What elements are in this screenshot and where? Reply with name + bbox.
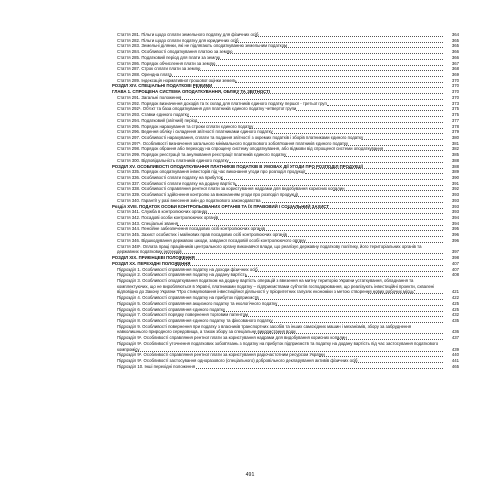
- toc-entry-title: Підрозділ 9. Особливості повернення при податку з власників транспортних засобів та інших самохідних машин і механізмів, збору за забруднення навколишнього природного середовища, а також збору за спеціальне використання води: [117, 323, 412, 335]
- dot-leader: [255, 295, 443, 300]
- dot-leader: [243, 312, 443, 317]
- toc-entry-title: Підрозділ 1. Особливості справляння податку на доходи фізичних осіб: [117, 266, 258, 272]
- toc-page-number: 378: [451, 123, 459, 129]
- toc-page-number: 367: [451, 60, 459, 66]
- toc-page-number: 369: [451, 72, 459, 78]
- toc-page-number: 379: [451, 129, 459, 135]
- toc-entry-title: Стаття 341. Служба в контролюючих органах: [117, 209, 208, 215]
- toc-entry-title: Стаття 284. Особливості оподаткування платою за землю: [117, 49, 233, 55]
- toc-entry-title: Стаття 289. Індексація нормативної грошової оцінки земель: [117, 77, 237, 83]
- toc-entry-title: Стаття 338. Особливості справляння рентної плати за користування надрами для видобування корисних копалин: [117, 186, 345, 192]
- dot-leader: [196, 364, 443, 369]
- dot-leader: [235, 38, 443, 43]
- dot-leader: [354, 358, 443, 363]
- toc-page-number: 370: [451, 77, 459, 83]
- dot-leader: [214, 215, 443, 220]
- dot-leader: [296, 238, 443, 243]
- dot-leader: [198, 118, 443, 123]
- dot-leader: [235, 78, 443, 83]
- dot-leader: [259, 226, 443, 231]
- dot-leader: [188, 112, 443, 117]
- toc-entry-title: Стаття 340. Гарантії у разі внесення змін до податкового законодавства: [117, 197, 261, 203]
- dot-leader: [169, 72, 443, 77]
- dot-leader: [177, 221, 443, 226]
- dot-leader: [210, 61, 443, 66]
- toc-page-number: 391: [451, 180, 459, 186]
- toc-page-number: 381: [451, 140, 459, 146]
- dot-leader: [221, 175, 444, 180]
- toc-entry-title: Стаття 339. Особливості здійснення контролю за виконанням угоди про розподіл продукції: [117, 192, 299, 198]
- toc-page-number: 380: [451, 134, 459, 140]
- dot-leader: [180, 95, 444, 100]
- dot-leader: [282, 43, 443, 48]
- toc-page-number: 389: [451, 169, 459, 175]
- dot-leader: [175, 261, 444, 266]
- toc-page-number: 385: [451, 152, 459, 158]
- toc-page-number: 407: [451, 260, 459, 266]
- toc-page-number: 425: [451, 300, 459, 306]
- toc-entry-title: Стаття 285. Податковий період для плати за землю: [117, 54, 220, 60]
- toc-page-number: 390: [451, 175, 459, 180]
- toc-entry: [0, 341, 500, 352]
- toc-entry-title: Стаття 292. Порядок визначення доходів та їх склад для платників єдиного податку першої - третьої груп: [117, 100, 327, 106]
- toc-page-number: 388: [451, 157, 459, 163]
- dot-leader: [368, 289, 443, 294]
- dot-leader: [262, 198, 444, 203]
- dot-leader: [255, 267, 443, 272]
- toc-page-number: 408: [451, 272, 459, 278]
- toc-page-number: 375: [451, 106, 459, 112]
- toc-page-number: 397: [451, 249, 459, 255]
- toc-page-number: 407: [451, 266, 459, 272]
- toc-page-number: 373: [451, 100, 459, 106]
- toc-page-number: 392: [451, 186, 459, 192]
- toc-page-number: 422: [451, 295, 459, 301]
- toc-entry-title: Стаття 300. Відповідальність платників єдиного податку: [117, 157, 229, 163]
- toc-entry-title: Підрозділ 2. Особливості справляння податку на додану вартість: [117, 272, 247, 278]
- toc-page-number: 435: [451, 318, 459, 323]
- dot-leader: [193, 83, 443, 88]
- toc-page-number: 432: [451, 312, 459, 318]
- toc-entry-title: Стаття 287. Строк сплати плати за землю: [117, 66, 201, 72]
- toc-entry-title: РОЗДІЛ XIX. ПРИКІНЦЕВІ ПОЛОЖЕННЯ: [112, 255, 195, 261]
- toc-page-number: 396: [451, 237, 459, 243]
- toc-entry-title: Підрозділ 9³. Особливості застосування одноразового (спеціального) добровільного декларування активів фізичних осіб: [117, 358, 358, 364]
- toc-page-number: 393: [451, 197, 459, 203]
- dot-leader: [282, 232, 443, 237]
- toc-page-number: 436: [451, 329, 459, 335]
- toc-entry-title: Стаття 288. Орендна плата: [117, 72, 172, 78]
- toc-entry-title: Стаття 286. Порядок обчислення плати за землю: [117, 60, 216, 66]
- toc-page-number: 396: [451, 232, 459, 238]
- dot-leader: [362, 135, 443, 140]
- toc-page-number: 398: [451, 255, 459, 261]
- dot-leader: [272, 129, 443, 134]
- toc-page-number: 437: [451, 335, 459, 341]
- toc-entry-title: Стаття 298. Порядок обрання або переходу на спрощену систему оподаткування, або відмови від спрощеної системи оподаткування: [117, 146, 384, 152]
- toc-entry-title: Підрозділ 8. Особливості справляння єдиного податку та фіксованого податку: [117, 318, 273, 323]
- toc-entry-title: Стаття 293. Ставки єдиного податку: [117, 112, 189, 118]
- toc-entry-title: Стаття 348¹. Оплата праці працівників центрального органу виконавчої влади, що реалізує державну податкову політику, його територіальних органів та державних податкових інспекцій: [117, 243, 422, 255]
- dot-leader: [296, 106, 443, 111]
- toc-entry-title: Стаття 337. Особливості сплати податку на додану вартість: [117, 180, 237, 186]
- toc-entry-title: Стаття 343. Спеціальні звання: [117, 220, 178, 226]
- toc-page-number: 375: [451, 112, 459, 118]
- toc-entry: [0, 324, 500, 335]
- toc-entry-title: РОЗДІЛ XIV. СПЕЦІАЛЬНІ ПОДАТКОВІ РЕЖИМИ: [112, 83, 213, 89]
- toc-entry-title: Стаття 297¹. Особливості визначення загального мінімального податкового зобов'язання платників єдиного податку: [117, 140, 349, 146]
- toc-page-number: 365: [451, 37, 459, 43]
- toc-page-number: 388: [451, 163, 459, 169]
- toc-entry-title: Стаття 336. Особливості сплати податку на прибуток: [117, 175, 223, 180]
- dot-leader: [333, 186, 443, 191]
- toc-entry: [0, 364, 500, 370]
- toc-entry-title: Стаття 291. Загальні положення: [117, 94, 182, 100]
- toc-entry-title: Підрозділ 4. Особливості справляння податку на прибуток підприємств: [117, 295, 259, 301]
- toc-page-number: 394: [451, 220, 459, 226]
- toc-entry-title: Підрозділ 7. Особливості порядку повернення торговим патентом: [117, 312, 248, 318]
- toc-page-number: 368: [451, 66, 459, 72]
- toc-entry-title: Стаття 344. Пенсійне забезпечення посадових осіб контролюючих органів: [117, 226, 265, 232]
- dot-leader: [254, 329, 443, 334]
- toc-page-number: 393: [451, 203, 459, 209]
- toc-entry-title: Стаття 296. Ведення обліку і складення звітності платниками єдиного податку: [117, 129, 273, 135]
- toc-page-number: 425: [451, 306, 459, 312]
- dot-leader: [227, 49, 443, 54]
- toc-page-number: 393: [451, 209, 459, 215]
- toc-page-number: 366: [451, 54, 459, 60]
- toc-entry-title: Розділ XVIII. ПОДАТОК ОСОБИ КОНТРОЛЬОВАНИХ ОРГАНІВ ТА ЇХ ПРАВОВИЙ І СОЦІАЛЬНИЙ ЗАХИСТ: [112, 203, 330, 209]
- dot-leader: [202, 209, 443, 214]
- toc-entry-title: Підрозділ 10. Інші перехідні положення: [117, 363, 196, 369]
- toc-entry: [0, 244, 500, 255]
- toc-page-number: 377: [451, 117, 459, 123]
- toc-entry-title: Стаття 297. Особливості нарахування, сплати та подання звітності з окремих податків і зборів платниками єдиного податку: [117, 134, 364, 140]
- toc-entry-title: Підрозділ 3. Особливості оподаткування податком на додану вартість операцій з ввезення на митну територію України устаткування, обладнання та комплектуючих, що не виробляються в Україні, платниками податку – підприємствами суб'єктів господарювання, що реалізують інвестиційні проекти, схвалені відповідно до Закону України "Про стимулювання інвестиційної діяльності у пріоритетних галузях економіки з метою створення нових робочих місць": [117, 277, 435, 295]
- toc-page-number: 421: [451, 289, 459, 295]
- toc-page-number: 395: [451, 226, 459, 232]
- toc-page-number: 364: [451, 32, 459, 37]
- dot-leader: [235, 181, 443, 186]
- toc-page-number: 394: [451, 215, 459, 221]
- toc-page-number: 365: [451, 43, 459, 49]
- toc-entry-title: Стаття 342. Посадові особи контролюючих органів: [117, 215, 219, 221]
- toc-page-number: 370: [451, 83, 459, 89]
- toc-entry-title: Підрозділ 9¹. Особливості уточнення податкових зобов'язань з податку на прибуток підприємств та податку на додану вартість під час застосування податкового компромісу: [117, 340, 439, 352]
- toc-entry-title: Стаття 294. Податковий (звітний) період: [117, 117, 198, 123]
- toc-page-number: 465: [451, 363, 459, 369]
- dot-leader: [327, 101, 443, 106]
- toc-entry-title: Стаття 282. Пільги щодо сплати податку для юридичних осіб: [117, 37, 239, 43]
- toc-entry-title: Стаття 299. Порядок реєстрації та анулювання реєстрації платників єдиного податку: [117, 152, 287, 158]
- toc-page-number: 366: [451, 49, 459, 55]
- toc-entry-title: Підрозділ 5. Особливості справляння акцизного податку та екологічного податку: [117, 300, 278, 306]
- toc-entry-title: Стаття 345. Захист особистих і майнових прав посадових осіб контролюючих органів: [117, 232, 287, 238]
- toc-page-number: 370: [451, 89, 459, 95]
- dot-leader: [229, 158, 443, 163]
- dot-leader: [287, 204, 443, 209]
- toc-entry-title: Підрозділ 9². Особливості справляння рентної плати за користування радіочастотним ресурсом України: [117, 352, 325, 358]
- dot-leader: [284, 152, 443, 157]
- dot-leader: [160, 249, 443, 254]
- dot-leader: [337, 335, 443, 340]
- toc-entry-title: Стаття 346. Відшкодування державою шкоди, завданої посадовій особі контролюючого органу: [117, 237, 306, 243]
- dot-leader: [223, 307, 443, 312]
- dot-leader: [135, 347, 443, 352]
- dot-leader: [249, 124, 443, 129]
- toc-entry-title: Стаття 295. Порядок нарахування та строки сплати єдиного податку: [117, 123, 254, 129]
- toc-page-number: 440: [451, 352, 459, 358]
- dot-leader: [216, 55, 443, 60]
- toc-entry-title: РОЗДІЛ XV. ОСОБЛИВОСТІ ОПОДАТКУВАННЯ ПЛАТНИКІВ ПОДАТКІВ В УМОВАХ ДІЇ УГОДИ ПРО РОЗПОДІЛ ПРОДУКЦІЇ: [112, 163, 363, 169]
- toc-page-number: 382: [451, 146, 459, 152]
- dot-leader: [370, 146, 443, 151]
- dot-leader: [198, 66, 443, 71]
- toc-entry-title: Підрозділ 6. Особливості справляння єдиного податку: [117, 306, 226, 312]
- dot-leader: [179, 255, 443, 260]
- dot-leader: [319, 352, 443, 357]
- toc-entry-title: РОЗДІЛ XX. ПЕРЕХІДНІ ПОЛОЖЕННЯ: [112, 260, 191, 266]
- dot-leader: [276, 301, 443, 306]
- toc-entry-title: Стаття 292¹. Об'єкт та база оподаткування для платників єдиного податку четвертої групи: [117, 106, 297, 112]
- toc-page-number: 439: [451, 346, 459, 352]
- dot-leader: [270, 318, 443, 323]
- dot-leader: [344, 141, 444, 146]
- dot-leader: [312, 164, 443, 169]
- dot-leader: [245, 272, 443, 277]
- dot-leader: [236, 89, 443, 94]
- dot-leader: [255, 32, 443, 37]
- toc-entry-title: Стаття 281. Пільги щодо сплати земельного податку для фізичних осіб: [117, 32, 259, 37]
- toc-entry-title: Стаття 283. Земельні ділянки, які не підлягають оподаткуванню земельним податком: [117, 43, 287, 49]
- toc-page-number: 441: [451, 358, 459, 364]
- page-number: 491: [245, 472, 255, 478]
- toc-page-number: 370: [451, 94, 459, 100]
- toc-page-number: 393: [451, 192, 459, 198]
- toc-entry: [0, 278, 500, 295]
- dot-leader: [294, 192, 443, 197]
- dot-leader: [305, 169, 443, 174]
- toc-entry-title: Підрозділ 9¹. Особливості справляння рентної плати за користування надрами для видобування корисних копалин: [117, 335, 347, 341]
- toc-entry-title: Стаття 335. Порядок оподаткування інвесторів під час виконання угоди про розподіл продукції: [117, 169, 306, 175]
- toc-entry-title: ГЛАВА 1. СПРОЩЕНА СИСТЕМА ОПОДАТКУВАННЯ, ОБЛІКУ ТА ЗВІТНОСТІ: [112, 89, 270, 95]
